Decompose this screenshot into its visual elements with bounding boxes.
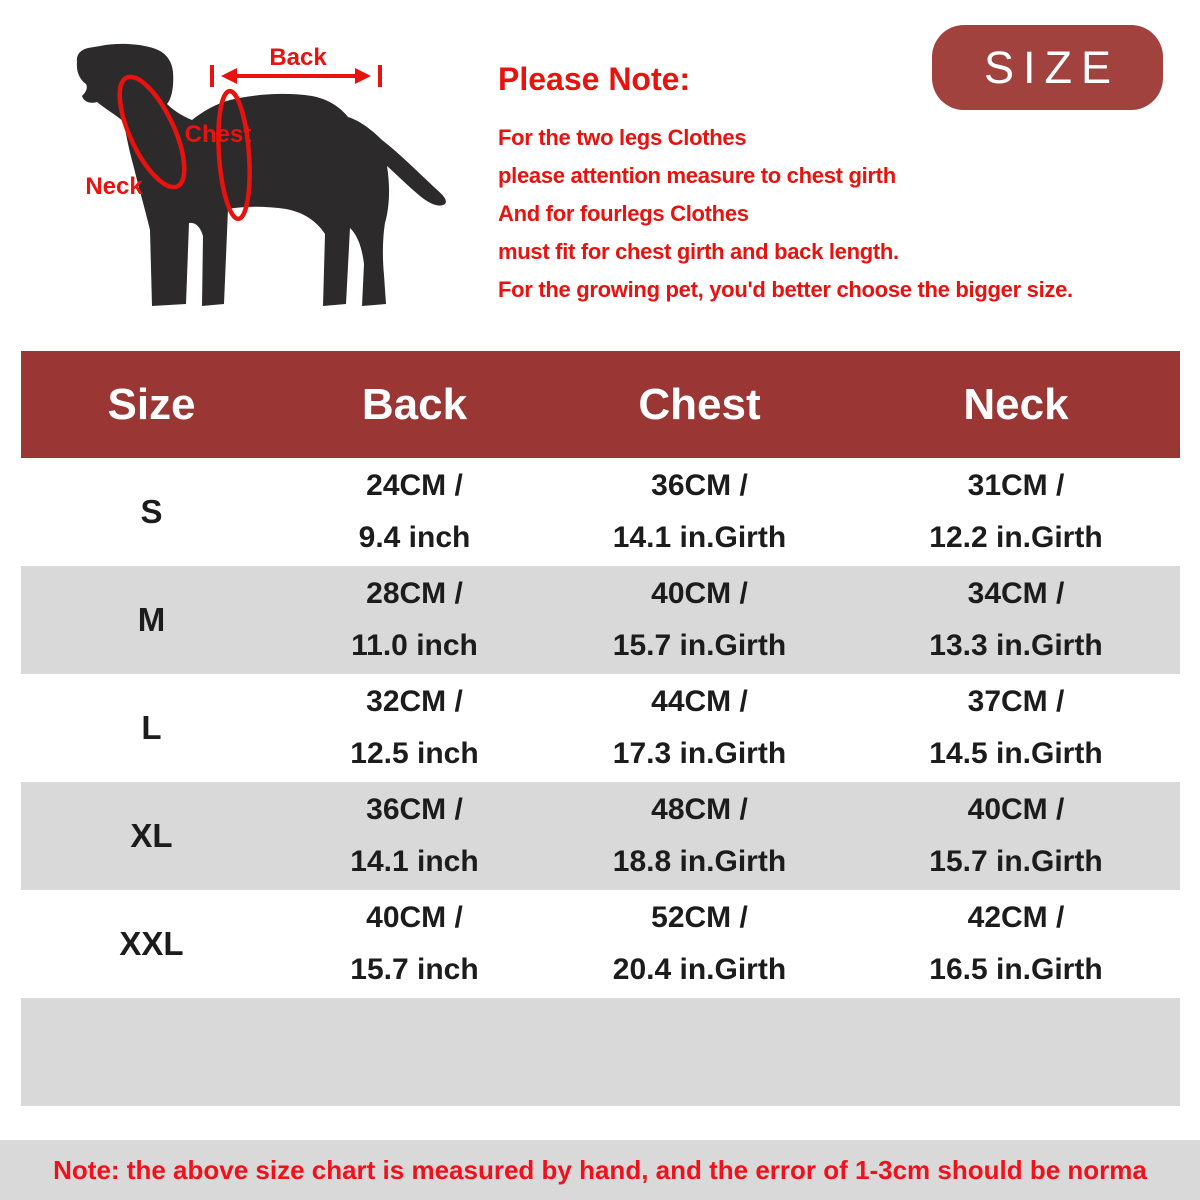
back-cm: 24CM / <box>366 469 463 502</box>
chest-cell <box>547 460 852 564</box>
back-arrowhead-left <box>221 68 237 84</box>
back-inch: 12.5 inch <box>350 737 479 770</box>
size-table <box>21 351 1180 1106</box>
table-row-empty <box>21 998 1180 1106</box>
back-label: Back <box>269 44 327 71</box>
chest-inch: 18.8 in.Girth <box>612 845 787 878</box>
neck-cm: 42CM / <box>967 901 1065 934</box>
neck-inch: 16.5 in.Girth <box>929 953 1103 986</box>
chest-inch: 17.3 in.Girth <box>612 737 787 770</box>
table-row-xxl <box>21 890 1180 998</box>
footer-note-text: Note: the above size chart is measured by hand, and the error of 1-3cm should be norma <box>53 1154 1147 1185</box>
back-inch: 14.1 inch <box>350 845 479 878</box>
dog-measurement-diagram <box>40 20 480 320</box>
back-cell <box>282 784 547 888</box>
neck-label: Neck <box>85 173 143 200</box>
chest-cm: 44CM / <box>651 685 748 718</box>
back-inch: 11.0 inch <box>351 629 478 662</box>
back-cm: 32CM / <box>366 685 463 718</box>
size-badge <box>932 25 1163 110</box>
back-cm: 40CM / <box>366 901 463 934</box>
neck-cm: 34CM / <box>967 577 1065 610</box>
size-cell: L <box>141 709 162 746</box>
neck-inch: 14.5 in.Girth <box>929 737 1103 770</box>
note-line: And for fourlegs Clothes <box>498 201 749 227</box>
chest-cm: 48CM / <box>651 793 748 826</box>
back-cm: 36CM / <box>366 793 463 826</box>
size-cell: S <box>140 493 163 530</box>
chest-inch: 14.1 in.Girth <box>612 521 787 554</box>
size-cell: XXL <box>119 925 184 962</box>
note-line: please attention measure to chest girth <box>498 163 896 189</box>
neck-cm: 37CM / <box>967 685 1065 718</box>
chest-cm: 52CM / <box>651 901 748 934</box>
note-line: must fit for chest girth and back length. <box>498 239 899 265</box>
size-badge-label: SIZE <box>983 41 1121 93</box>
size-cell: XL <box>130 817 173 854</box>
neck-cell <box>852 676 1180 780</box>
table-row-l <box>21 674 1180 782</box>
neck-cm: 40CM / <box>967 793 1065 826</box>
header-cell-chest: Chest <box>638 379 761 429</box>
footer-note-bar <box>0 1140 1200 1200</box>
chest-cell <box>547 784 852 888</box>
table-row-m <box>21 566 1180 674</box>
neck-cell <box>852 460 1180 564</box>
neck-cm: 31CM / <box>967 469 1065 502</box>
back-cell <box>282 568 547 672</box>
chest-cell <box>547 892 852 996</box>
table-header-row <box>21 351 1180 458</box>
back-cell <box>282 676 547 780</box>
please-note-title: Please Note: <box>498 61 691 97</box>
chest-label: Chest <box>184 121 252 148</box>
back-cell <box>282 892 547 996</box>
table-row-xl <box>21 782 1180 890</box>
back-inch: 9.4 inch <box>358 521 471 554</box>
note-line: For the two legs Clothes <box>498 125 747 151</box>
note-line: For the growing pet, you'd better choose the bigger size. <box>498 277 1073 303</box>
header-cell-size: Size <box>107 379 196 429</box>
chest-cell <box>547 568 852 672</box>
chest-cell <box>547 676 852 780</box>
back-cm: 28CM / <box>366 577 463 610</box>
chest-inch: 20.4 in.Girth <box>612 953 787 986</box>
back-inch: 15.7 inch <box>350 953 479 986</box>
chest-cm: 40CM / <box>651 577 748 610</box>
back-arrowhead-right <box>355 68 371 84</box>
header-cell-neck: Neck <box>963 379 1069 429</box>
table-row-s <box>21 458 1180 566</box>
back-cell <box>282 460 547 564</box>
neck-cell <box>852 568 1180 672</box>
neck-cell <box>852 892 1180 996</box>
neck-inch: 15.7 in.Girth <box>929 845 1103 878</box>
header-cell-back: Back <box>361 379 468 429</box>
chest-cm: 36CM / <box>651 469 748 502</box>
neck-cell <box>852 784 1180 888</box>
size-cell: M <box>137 601 166 638</box>
chest-inch: 15.7 in.Girth <box>612 629 787 662</box>
please-note-lines <box>498 119 1158 309</box>
neck-inch: 13.3 in.Girth <box>929 629 1103 662</box>
neck-inch: 12.2 in.Girth <box>929 521 1103 554</box>
